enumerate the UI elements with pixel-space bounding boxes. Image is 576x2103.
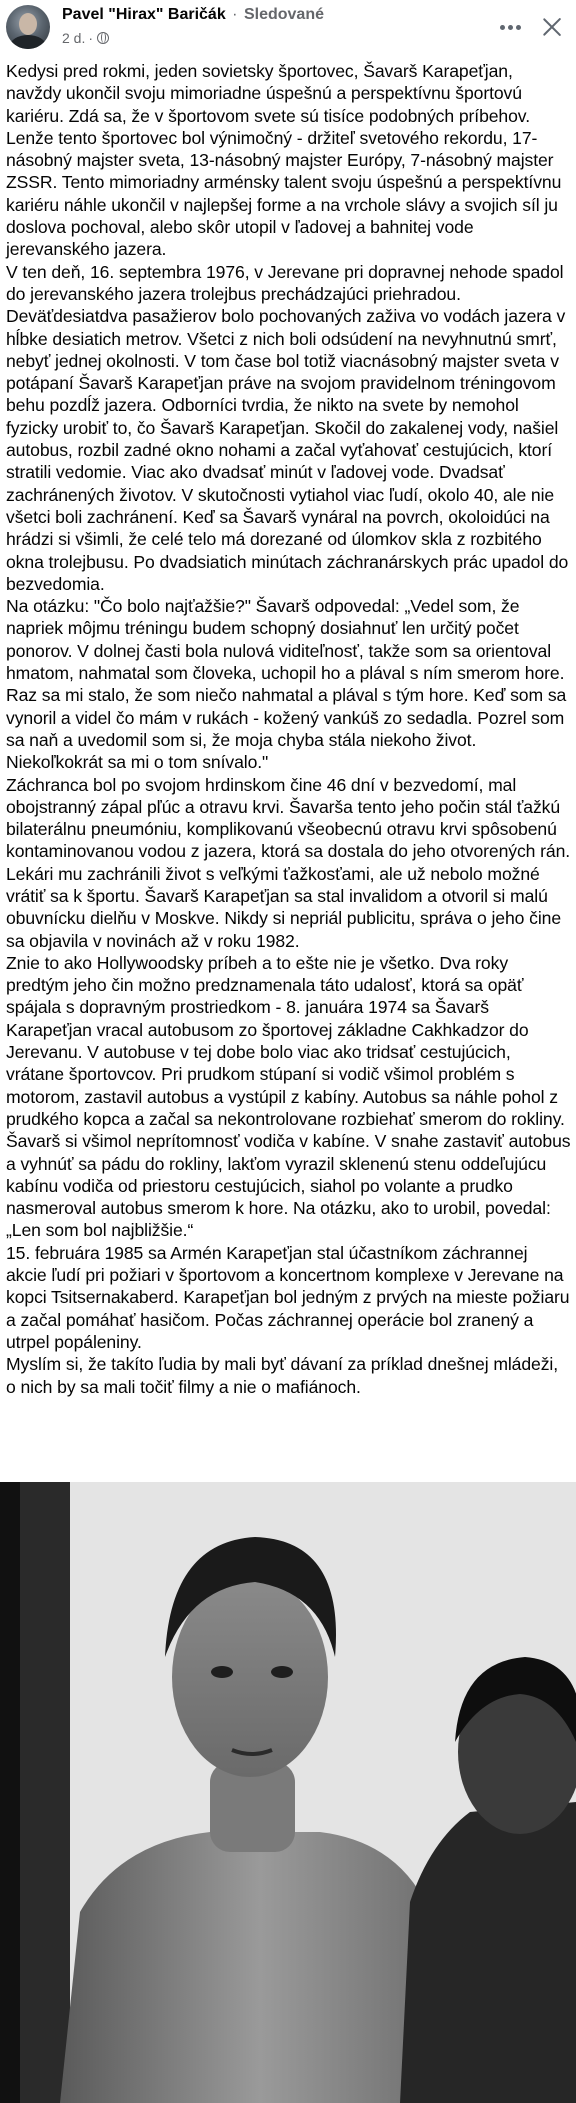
post-meta: [62, 29, 109, 47]
post-paragraph: Na otázku: "Čo bolo najťažšie?" Šavarš odpovedal: „Vedel som, že napriek môjmu tréningu budem schopný dosiahnuť len určitý počet ponorov. V dolnej časti bola nulová viditeľnosť, takže som sa orientoval hmatom, nahmatal som človeka, uchopil ho a plával s ním smerom hore. Raz sa mi stalo, že som niečo nahmatal a plával s tým hore. Keď som sa vynoril a videl čo mám v rukách - kožený vankúš zo sedadla. Pozrel som sa naň a uvedomil som si, že moja chyba stála niekoho život. Niekoľkokrát sa mi o tom snívalo.": [6, 596, 567, 773]
follow-status[interactable]: Sledované: [243, 6, 324, 23]
author-name[interactable]: Pavel "Hirax" Baričák: [62, 6, 226, 23]
photo-illustration: [0, 1482, 576, 2103]
post-paragraph: Záchranca bol po svojom hrdinskom čine 46 dní v bezvedomí, mal obojstranný zápal pľúc a otravu krvi. Šavarša tento jeho počin stál ťažkú bilaterálnu pneumóniu, komplikovanú všeobecnú otravu krvi spôsobenú kontaminovanou vodou z jazera, ktorá sa dostala do jeho otvorených rán. Lekári mu zachránili život s veľkými ťažkosťami, ale už nebolo možné vrátiť sa k športu. Šavarš Karapeťjan sa stal invalidom a otvoril si malú obuvnícku dielňu v Moskve. Nikdy si nepriál publicitu, správa o jeho čine sa objavila v novinách až v roku 1982.: [6, 774, 571, 951]
more-horizontal-icon: [516, 25, 521, 30]
post-paragraph: 15. februára 1985 sa Armén Karapeťjan stal účastníkom záchrannej akcie ľudí pri požiari v športovom a koncertnom komplexe v Jerevane na kopci Tsitsernakaberd. Karapeťjan bol jedným z prvých na mieste požiaru a začal pomáhať hasičom. Počas záchrannej operácie bol zranený a utrpel popáleniny.: [6, 1242, 570, 1352]
post-paragraph: Znie to ako Hollywoodsky príbeh a to ešte nie je všetko. Dva roky predtým jeho čin možno predznamenala táto udalosť, ktorá sa opäť spájala s dopravným prostriedkom - 8. januára 1974 sa Šavarš Karapeťjan vracal autobusom zo športovej základne Cakhkadzor do Jerevanu. V autobuse v tej dobe bolo viac ako tridsať cestujúcich, vrátane športovcov. Pri prudkom stúpaní si vodič všimol problém s motorom, zastavil autobus a vystúpil z kabíny. Autobus sa náhle pohol z prudkého kopca a začal sa nekontrolovane rozbiehať smerom do rokliny. Šavarš si všimol neprítomnosť vodiča v kabíne. V snahe zastaviť autobus a vyhnúť sa pádu do rokliny, lakťom vyrazil sklenenú stenu oddeľujúcu kabínu vodiča od priestoru cestujúcich, siahol po volante a prudko nasmeroval autobus smerom k hore. Na otázku, ako to urobil, povedal: „Len som bol najbližšie.“: [6, 952, 571, 1241]
more-horizontal-icon: [500, 25, 505, 30]
author-separator: ·: [232, 6, 238, 23]
globe-icon[interactable]: [97, 32, 109, 44]
more-horizontal-icon: [508, 25, 513, 30]
post-timestamp[interactable]: 2 d.: [62, 30, 86, 46]
avatar[interactable]: [6, 5, 50, 49]
more-options-button[interactable]: [494, 12, 526, 42]
post-header: [0, 0, 576, 55]
post-photo[interactable]: [0, 1482, 576, 2103]
post-paragraph: Kedysi pred rokmi, jeden sovietsky športovec, Šavarš Karapeťjan, navždy ukončil svoju mimoriadne úspešnú a perspektívnu športovú kariéru. Zdá sa, že v športovom svete sú tisíce podobných príbehov. Lenže tento športovec bol výnimočný - držiteľ svetového rekordu, 17-násobný majster sveta, 13-násobný majster Európy, 7-násobný majster ZSSR. Tento mimoriadny arménsky talent svoju úspešnú a perspektívnu kariéru náhle ukončil v najlepšej forme a na vrchole slávy a svojich síl ju doslova pochoval, alebo skôr utopil v ľadovej a bahnitej vode jerevanského jazera.: [6, 61, 562, 260]
author-line: [62, 5, 324, 25]
avatar-shoulders: [10, 35, 46, 49]
post-paragraph: V ten deň, 16. septembra 1976, v Jerevane pri dopravnej nehode spadol do jerevanského jazera trolejbus prechádzajúci priehradou. Deväťdesiatdva pasažierov bolo pochovaných zaživa vo vodách jazera v hĺbke desiatich metrov. Všetci z nich boli odsúdení na nevyhnutnú smrť, nebyť jednej okolnosti. V tom čase bol totiž viacnásobný majster sveta v potápaní Šavarš Karapeťjan práve na svojom pravidelnom tréningovom behu pozdĺž jazera. Odborníci tvrdia, že nikto na svete by nemohol fyzicky urobiť to, čo Šavarš Karapeťjan. Skočil do zakalenej vody, našiel autobus, rozbil zadné okno nohami a začal vyťahovať cestujúcich, ktorí stratili vedomie. Viac ako dvadsať minút v ľadovej vode. Dvadsať zachránených životov. V skutočnosti vytiahol viac ľudí, okolo 40, ale nie všetci boli zachránení. Keď sa Šavarš vynáral na povrch, okoloidúci na hrádzi si všimli, že celé telo má dorezané od úlomkov skla z rozbitého okna trolejbusu. Po dvadsiatich minútach záchranárskych prác upadol do bezvedomia.: [6, 261, 569, 594]
meta-separator: ·: [88, 30, 94, 46]
avatar-face: [19, 13, 37, 35]
post-paragraph: Myslím si, že takíto ľudia by mali byť dávaní za príklad dnešnej mládeži, o nich by sa mali točiť filmy a nie o mafiánoch.: [6, 1354, 559, 1397]
close-icon[interactable]: [537, 12, 567, 42]
post-text: [6, 60, 572, 1398]
